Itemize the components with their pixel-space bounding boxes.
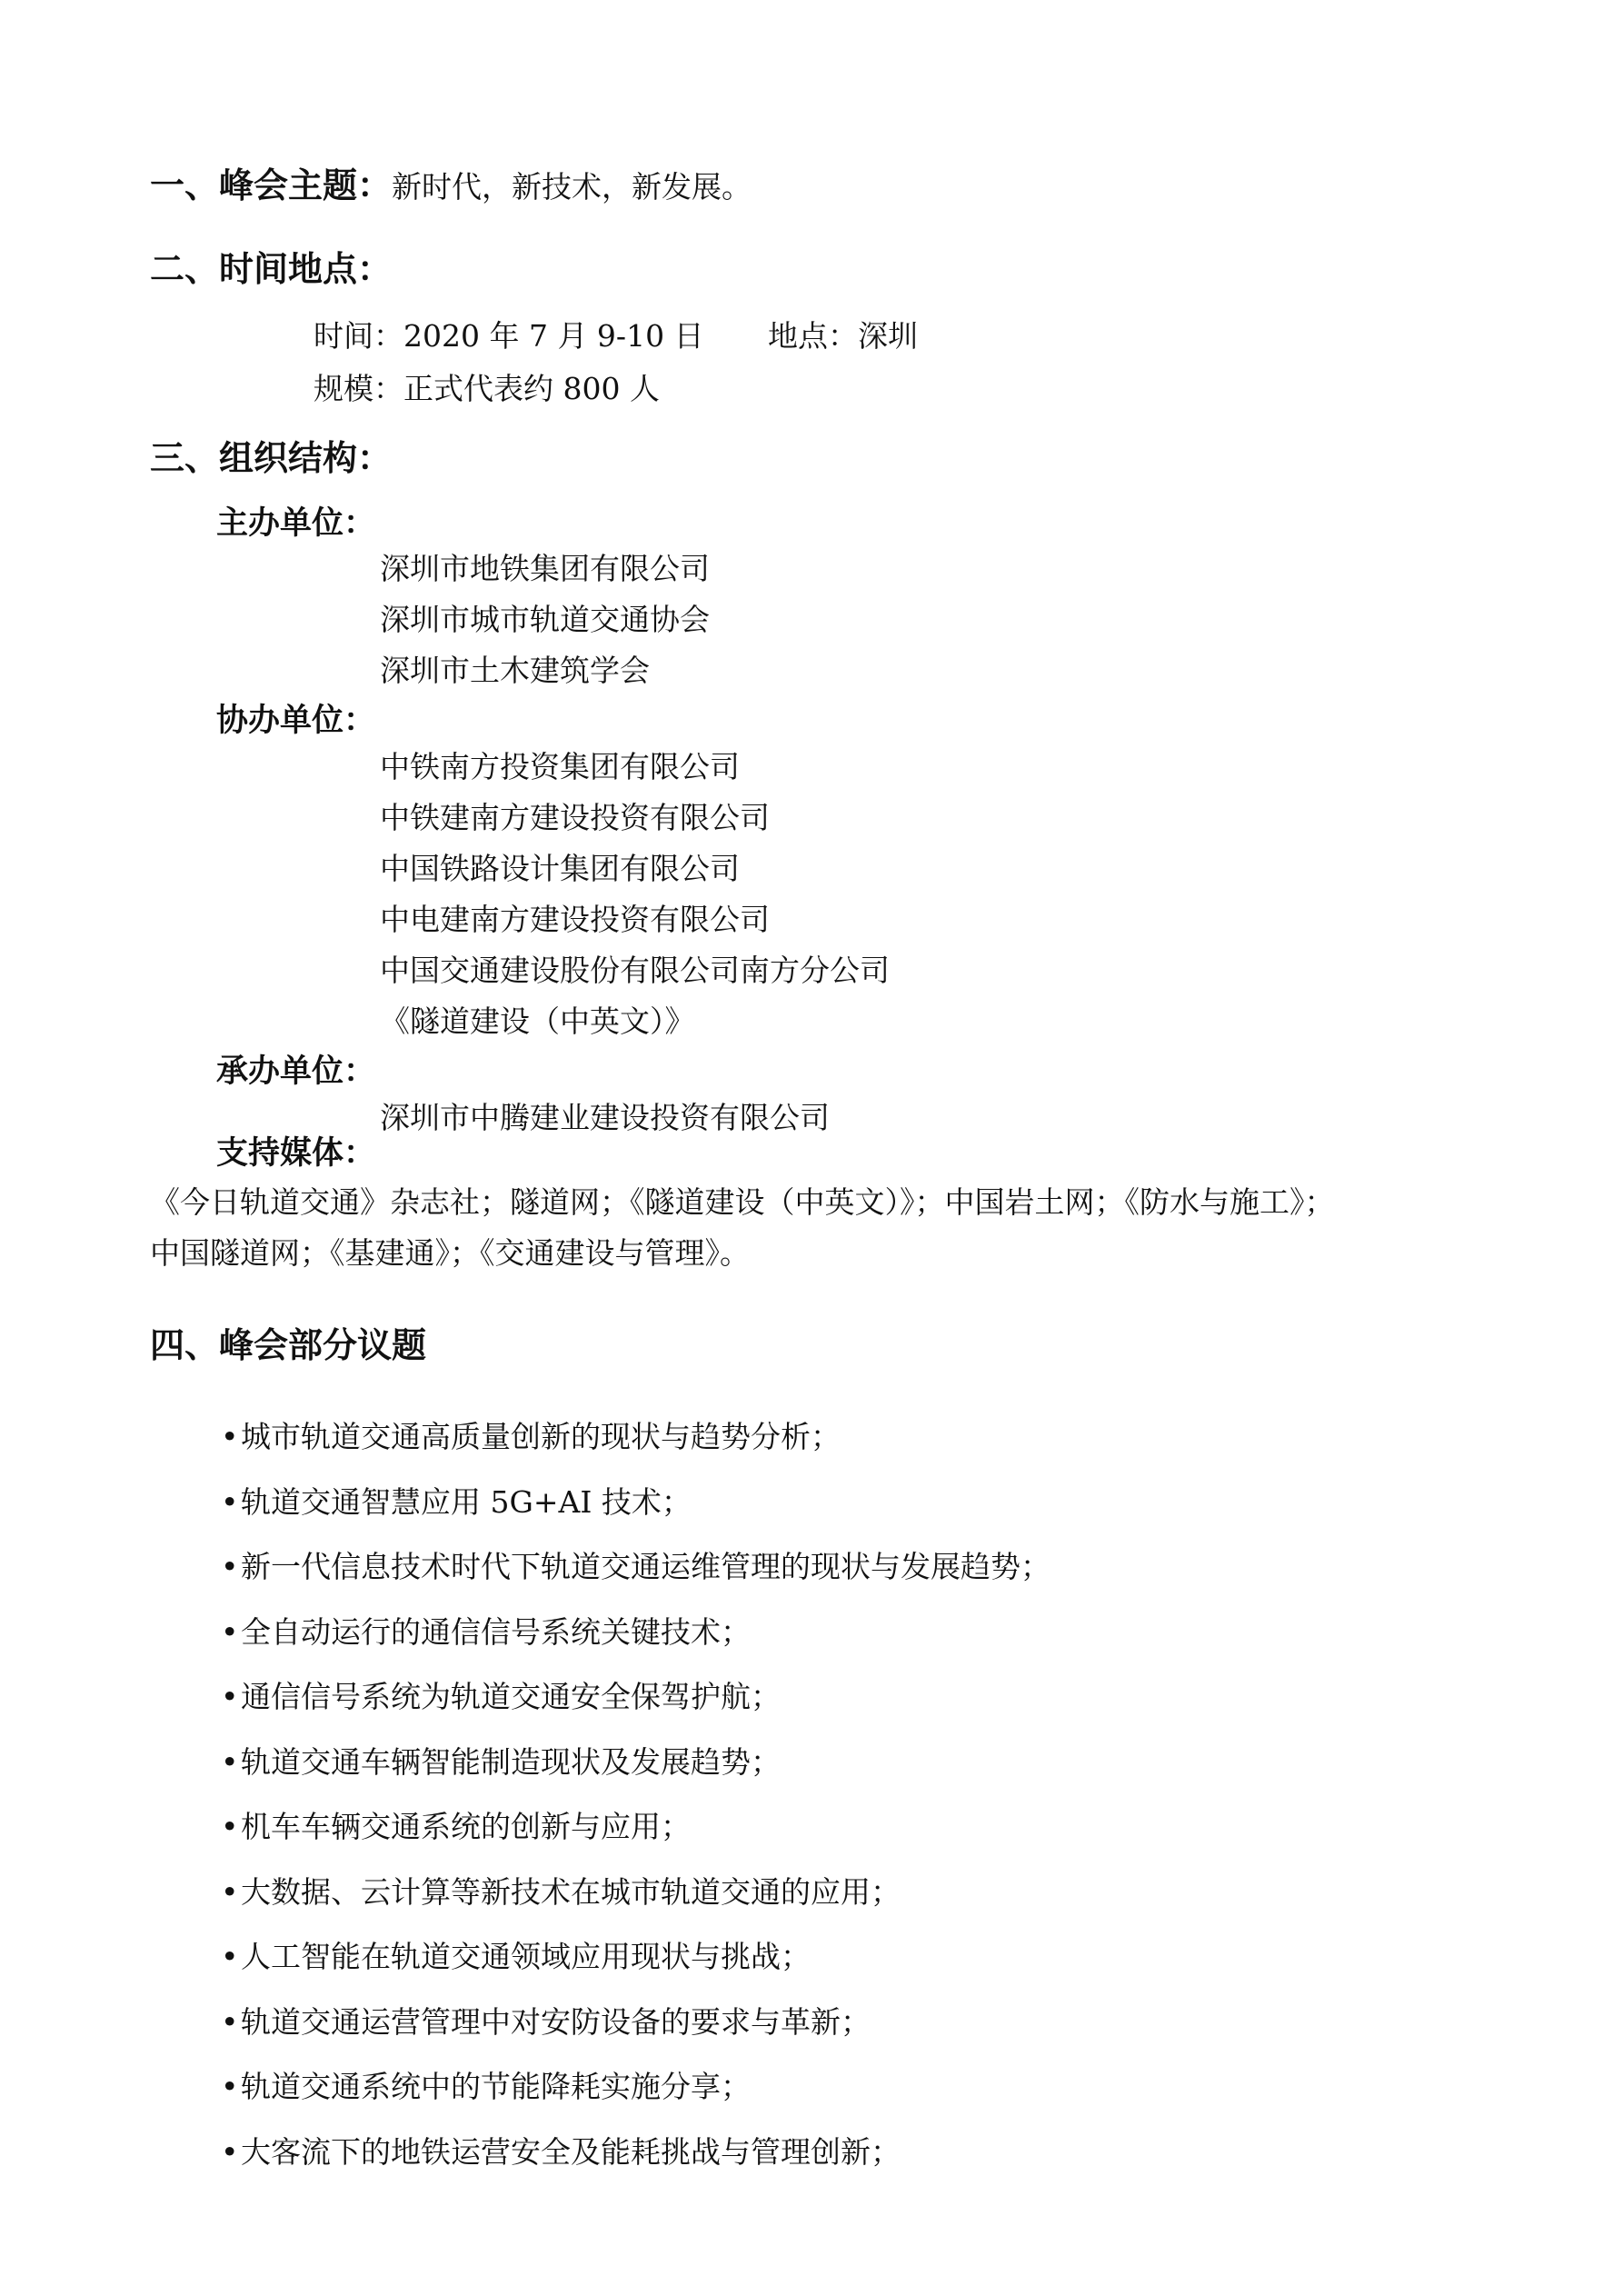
co-organizer-item: 《隧道建设（中英文）》 — [380, 1003, 695, 1039]
list-item — [221, 1416, 1050, 1482]
summit-theme-text: 新时代，新技术，新发展。 — [392, 169, 752, 205]
host-item: 深圳市土木建筑学会 — [380, 653, 650, 688]
bullet-icon: • — [221, 1483, 239, 1520]
co-organizers-label: 协办单位： — [216, 703, 376, 739]
organizer-label: 承办单位： — [216, 1053, 376, 1090]
host-item: 深圳市地铁集团有限公司 — [380, 551, 710, 586]
topic-text: 轨道交通系统中的节能降耗实施分享； — [241, 2069, 751, 2104]
bullet-icon: • — [221, 1873, 239, 1910]
list-item — [221, 1482, 1050, 1547]
topic-text: 通信信号系统为轨道交通安全保驾护航； — [241, 1679, 781, 1714]
topic-text: 城市轨道交通高质量创新的现状与趋势分析； — [241, 1419, 841, 1454]
topic-text: 大数据、云计算等新技术在城市轨道交通的应用； — [241, 1873, 901, 1910]
media-list-line: 中国隧道网；《基建通》；《交通建设与管理》。 — [150, 1235, 750, 1271]
topic-text: 人工智能在轨道交通领域应用现状与挑战； — [241, 1939, 811, 1974]
organizer-item: 深圳市中腾建业建设投资有限公司 — [380, 1100, 830, 1135]
co-organizer-item: 中国铁路设计集团有限公司 — [380, 851, 740, 886]
topic-text: 轨道交通车辆智能制造现状及发展趋势； — [241, 1743, 781, 1780]
media-list-line: 《今日轨道交通》杂志社；隧道网；《隧道建设（中英文）》；中国岩土网；《防水与施工》； — [150, 1184, 1335, 1220]
event-time: 时间：2020 年 7 月 9-10 日 — [314, 318, 704, 354]
bullet-icon: • — [221, 2069, 239, 2104]
list-item — [221, 1676, 1050, 1742]
section-4-heading: 四、峰会部分议题 — [150, 1325, 427, 1365]
list-item — [221, 2066, 1050, 2131]
bullet-icon: • — [221, 2133, 239, 2170]
list-item — [221, 1806, 1050, 1872]
co-organizer-item: 中铁南方投资集团有限公司 — [380, 749, 740, 784]
topic-text: 机车车辆交通系统的创新与应用； — [241, 1809, 691, 1844]
bullet-icon: • — [221, 1743, 239, 1780]
topics-list — [221, 1416, 1050, 2196]
event-place: 地点：深圳 — [768, 318, 918, 354]
co-organizer-item: 中国交通建设股份有限公司南方分公司 — [380, 953, 890, 988]
list-item — [221, 2002, 1050, 2067]
topic-text: 大客流下的地铁运营安全及能耗挑战与管理创新； — [241, 2133, 901, 2170]
section-3-heading: 三、组织结构： — [150, 438, 393, 478]
topic-text: 轨道交通智慧应用 5G+AI 技术； — [241, 1483, 692, 1520]
section-1-title: 一、峰会主题： — [150, 165, 393, 205]
hosts-label: 主办单位： — [216, 505, 376, 542]
list-item — [221, 2131, 1050, 2197]
list-item — [221, 1936, 1050, 2002]
co-organizer-item: 中电建南方建设投资有限公司 — [380, 902, 770, 937]
topic-text: 全自动运行的通信信号系统关键技术； — [241, 1613, 751, 1650]
section-1-heading — [150, 164, 752, 209]
bullet-icon: • — [221, 1679, 239, 1714]
list-item — [221, 1742, 1050, 1807]
media-label: 支持媒体： — [216, 1135, 376, 1172]
event-scale: 规模：正式代表约 800 人 — [314, 371, 660, 406]
bullet-icon: • — [221, 1939, 239, 1974]
host-item: 深圳市城市轨道交通协会 — [380, 602, 710, 637]
bullet-icon: • — [221, 1809, 239, 1844]
list-item — [221, 1872, 1050, 1937]
list-item — [221, 1546, 1050, 1612]
topic-text: 新一代信息技术时代下轨道交通运维管理的现状与发展趋势； — [241, 1549, 1050, 1584]
section-2-heading: 二、时间地点： — [150, 249, 393, 289]
topic-text: 轨道交通运营管理中对安防设备的要求与革新； — [241, 2003, 871, 2040]
bullet-icon: • — [221, 1549, 239, 1584]
co-organizer-item: 中铁建南方建设投资有限公司 — [380, 800, 770, 835]
list-item — [221, 1612, 1050, 1677]
bullet-icon: • — [221, 1419, 239, 1454]
bullet-icon: • — [221, 2003, 239, 2040]
bullet-icon: • — [221, 1613, 239, 1650]
